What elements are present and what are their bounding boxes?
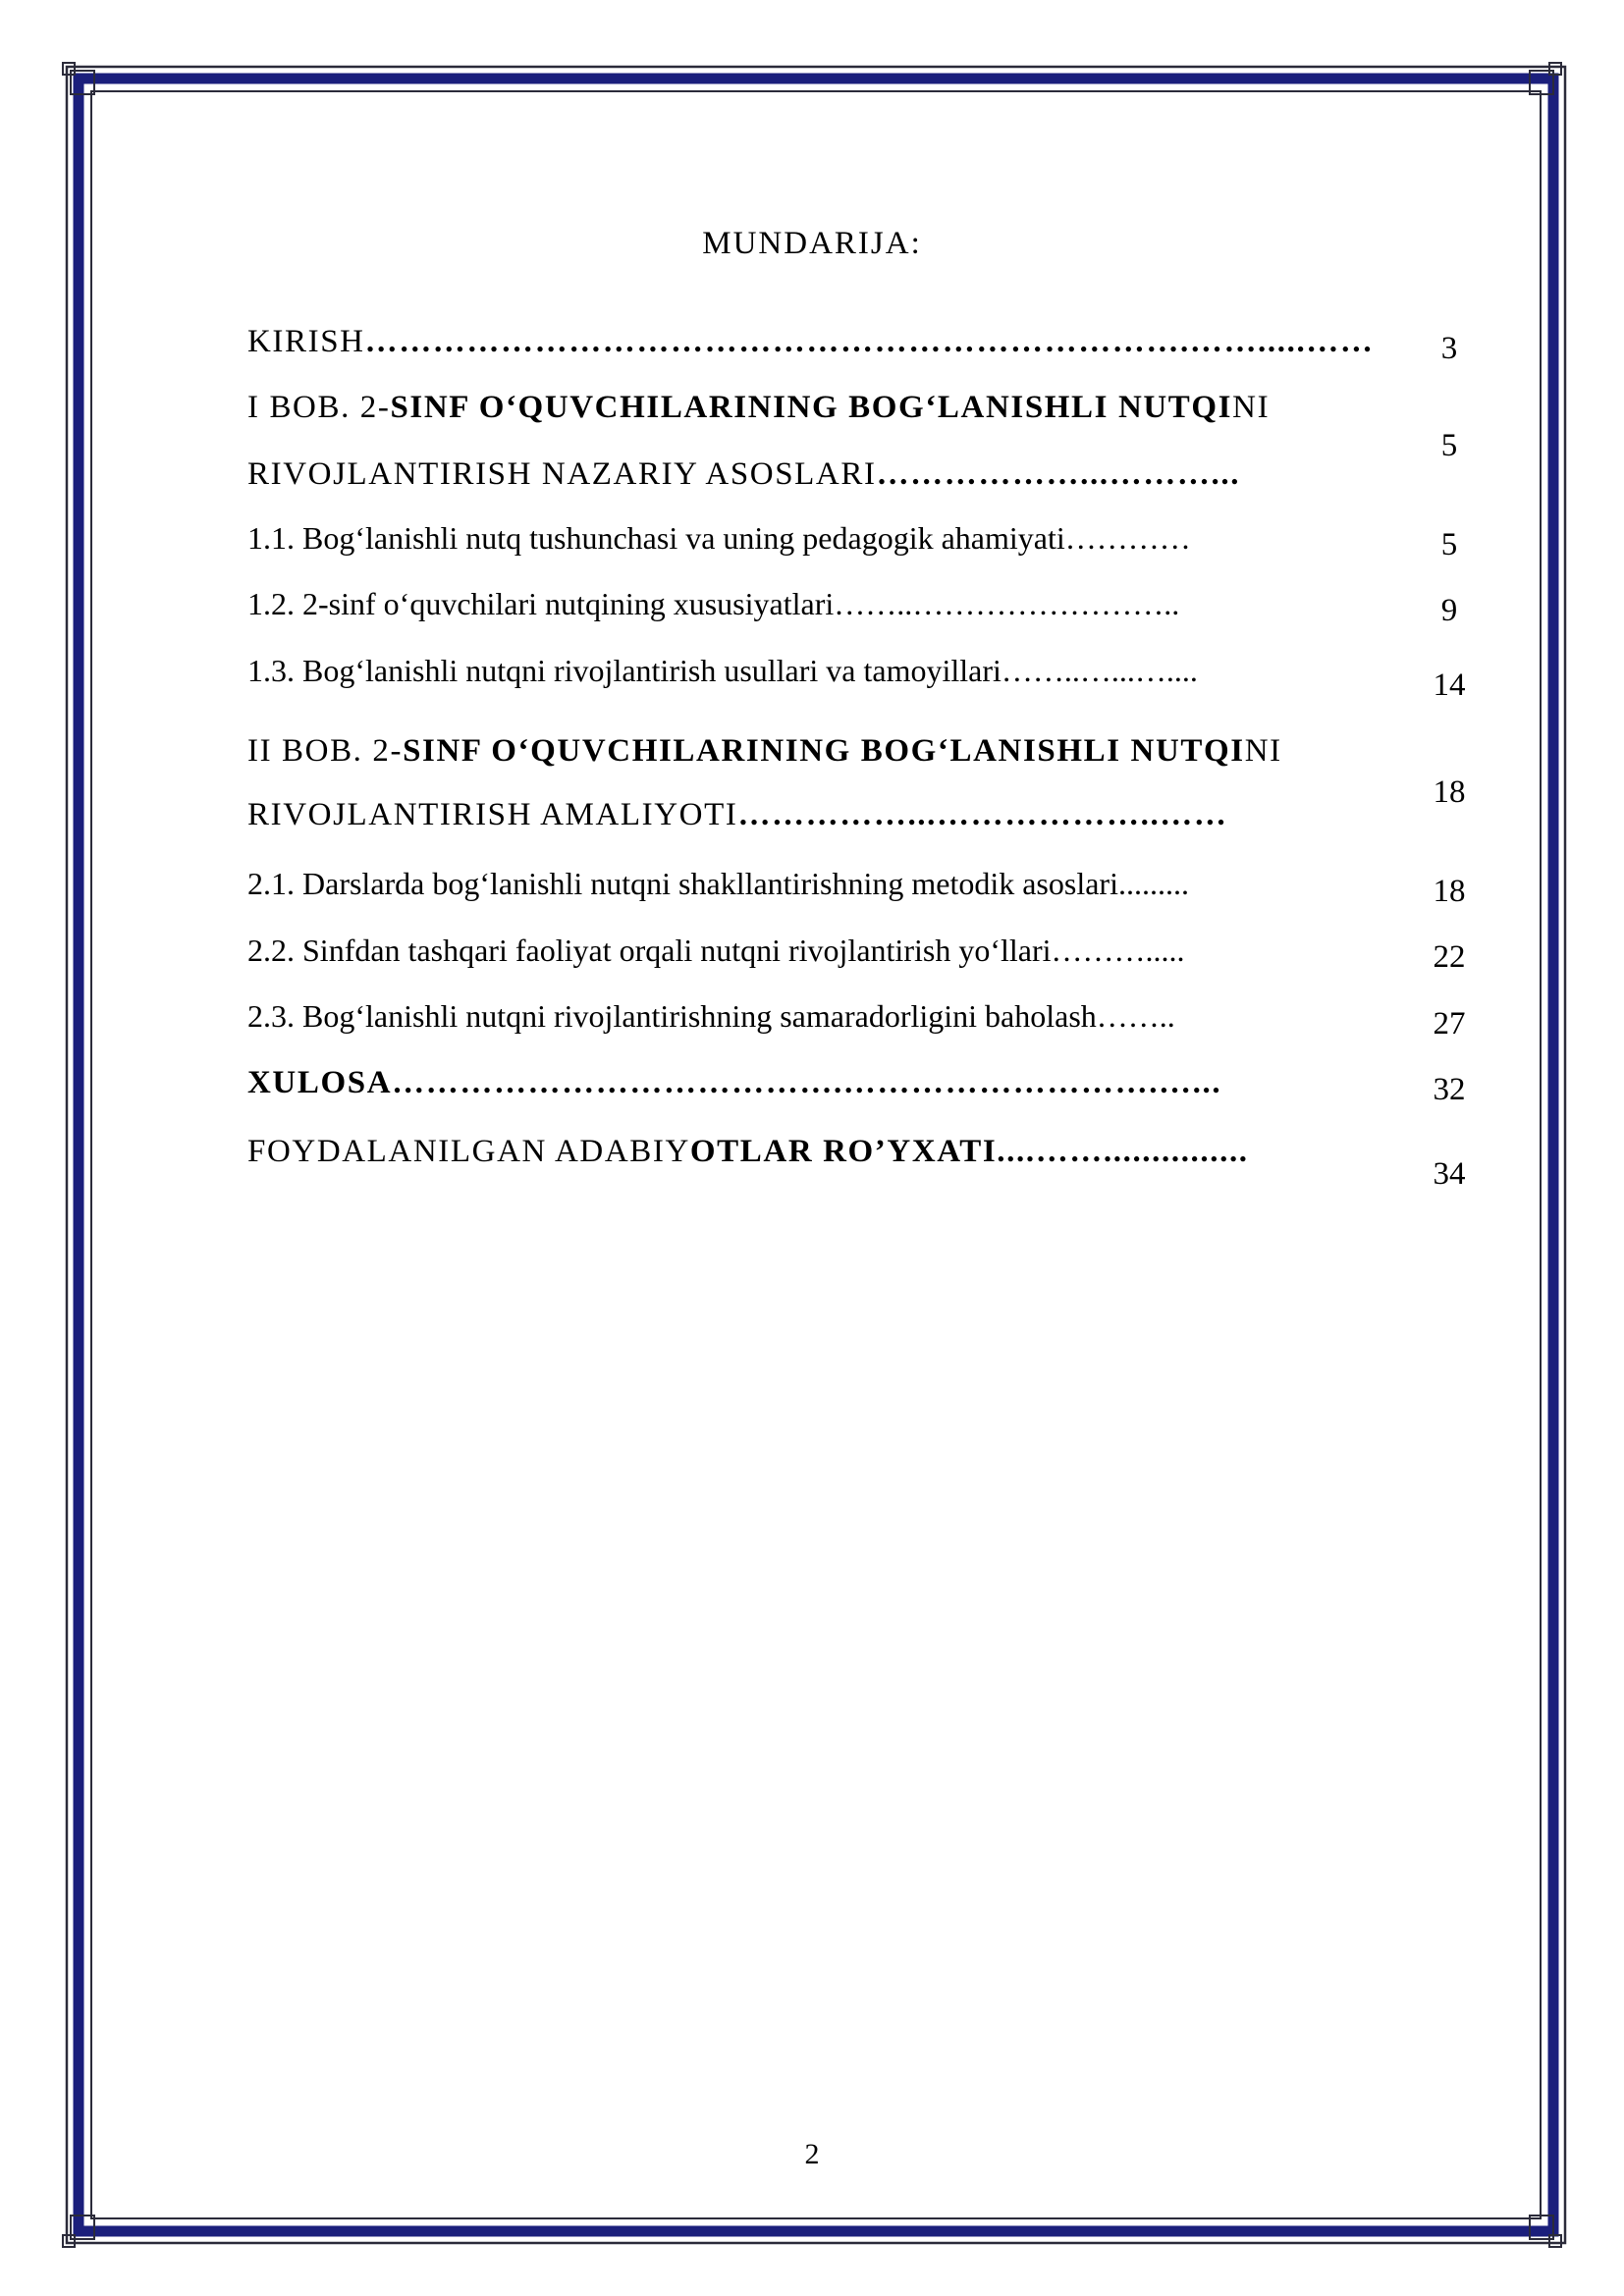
toc-entry-1-3: 1.3. Bog‘lanishli nutqni rivojlantirish usullari va tamoyillari……..…...….... — [247, 653, 1198, 688]
toc-entry-1-2: 1.2. 2-sinf o‘quvchilari nutqining xususiyatlari……..…………………….. — [247, 586, 1180, 621]
toc-entry-leader: ………………...………... — [876, 456, 1241, 492]
toc-page-bob1: 5 — [1440, 428, 1458, 463]
toc-entry-bob1-line1 — [247, 386, 1391, 429]
toc-page-bob2: 18 — [1433, 774, 1466, 810]
toc-entry-prefix: II BOB. 2- — [247, 733, 404, 769]
page-number: 2 — [804, 2138, 820, 2170]
toc-page-2-3: 27 — [1433, 1006, 1466, 1041]
toc-entry-bob2-line2 — [247, 793, 1391, 836]
toc-entry-bold-title: SINF O‘QUVCHILARINING BOG‘LANISHLI NUTQI — [390, 390, 1233, 425]
toc-entry-2-2: 2.2. Sinfdan tashqari faoliyat orqali nutqni rivojlantirish yo‘llari………..... — [247, 933, 1185, 968]
toc-entry-suffix: NI — [1232, 390, 1271, 425]
toc-entry-label: XULOSA — [247, 1065, 393, 1100]
toc-entry-leader: ………………………………….……………………….…... — [392, 1065, 1222, 1100]
toc-entry-xulosa — [247, 1061, 1391, 1104]
toc-page-xulosa: 32 — [1433, 1072, 1466, 1107]
toc-page-kirish: 3 — [1440, 331, 1458, 366]
toc-entry-kirish — [247, 320, 1391, 363]
toc-entry-leader: ……………...………………..…… — [737, 797, 1228, 832]
toc-page-1-3: 14 — [1433, 667, 1466, 703]
toc-entry-adabiyotlar — [247, 1130, 1391, 1173]
toc-entry-2-3: 2.3. Bog‘lanishli nutqni rivojlantirishning samaradorligini baholash…….. — [247, 998, 1175, 1034]
toc-page-2-2: 22 — [1433, 939, 1466, 975]
toc-entry-label: RIVOJLANTIRISH AMALIYOTI — [247, 797, 738, 832]
toc-entry-2-1: 2.1. Darslarda bog‘lanishli nutqni shakllantirishning metodik asoslari......... — [247, 866, 1189, 901]
toc-page-1-2: 9 — [1440, 593, 1458, 628]
toc-page-adabiyotlar: 34 — [1433, 1156, 1466, 1192]
toc-entry-bold-title: SINF O‘QUVCHILARINING BOG‘LANISHLI NUTQI — [403, 733, 1245, 769]
toc-entry-suffix: NI — [1244, 733, 1282, 769]
toc-entry-label: KIRISH — [247, 324, 365, 359]
toc-heading: MUNDARIJA: — [702, 226, 922, 261]
toc-entry-bob2-line1 — [247, 729, 1391, 773]
toc-entry-prefix: FOYDALANILGAN ADABIY — [247, 1134, 690, 1169]
toc-entry-label: RIVOJLANTIRISH NAZARIY ASOSLARI — [247, 456, 877, 492]
toc-entry-1-1: 1.1. Bog‘lanishli nutq tushunchasi va uning pedagogik ahamiyati………… — [247, 520, 1191, 556]
toc-entry-bold-title: OTLAR RO’YXATI....……............... — [689, 1134, 1249, 1169]
toc-entry-leader: ……………………………………………………………….…….....…… — [364, 324, 1375, 359]
toc-entry-prefix: I BOB. 2- — [247, 390, 391, 425]
toc-page-1-1: 5 — [1440, 527, 1458, 562]
toc-page-2-1: 18 — [1433, 874, 1466, 909]
toc-entry-bob1-line2 — [247, 453, 1391, 496]
